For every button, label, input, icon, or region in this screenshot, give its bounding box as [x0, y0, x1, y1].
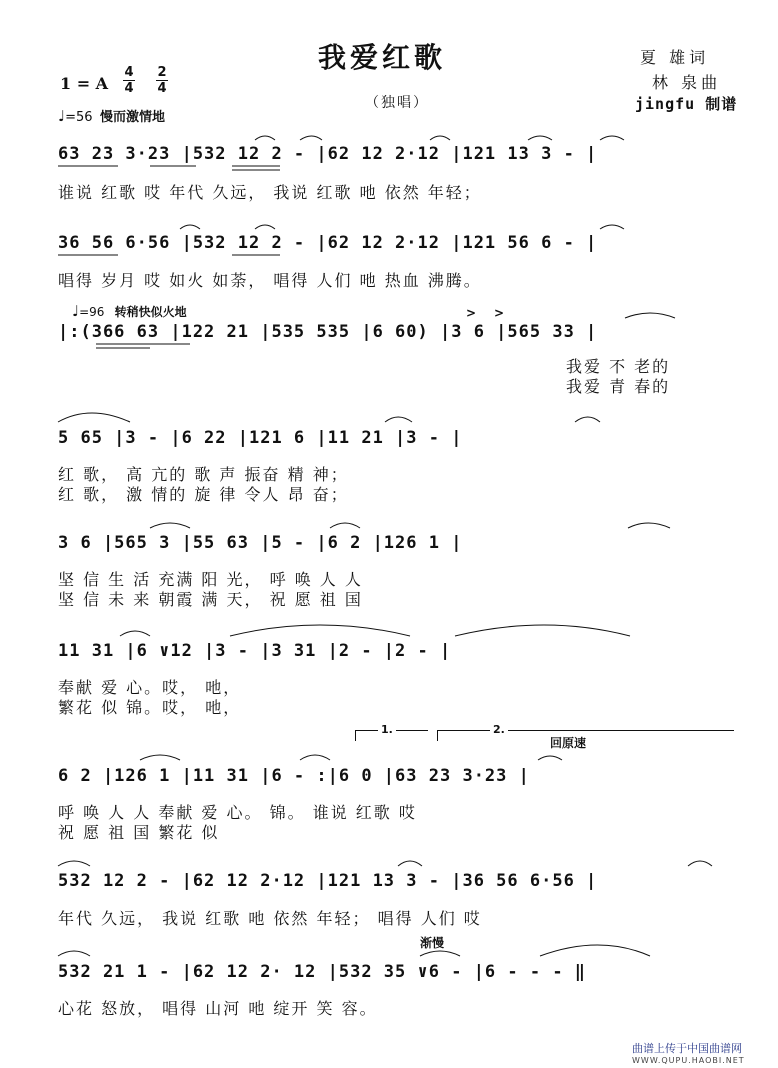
notation-row-8: 532 12 2 - |62 12 2·12 |121 13 3 - |36 56 6·56 | — [58, 871, 598, 891]
lyric-row-5b: 坚 信 未 来 朝霞 满 天， 祝 愿 祖 国 — [58, 590, 363, 609]
watermark: 曲谱上传于中国曲谱网 WWW.QUPU.HAOBI.NET — [632, 1042, 745, 1065]
ritardando-marking: 渐慢 — [420, 936, 445, 950]
lyric-row-6a: 奉献 爱 心。哎， 吔， — [58, 678, 242, 697]
song-title: 我爱红歌 — [318, 41, 447, 74]
lyric-row-6b: 繁花 似 锦。哎， 吔， — [58, 698, 242, 717]
lyric-row-5a: 坚 信 生 活 充满 阳 光， 呼 唤 人 人 — [58, 570, 363, 589]
notation-row-9: 532 21 1 - |62 12 2· 12 |532 35 ∨6 - |6 - - - ‖ — [58, 962, 587, 982]
lyric-row-4b: 红 歌， 激 情的 旋 律 令人 昂 奋； — [58, 485, 349, 504]
lyric-row-2: 唱得 岁月 哎 如火 如荼， 唱得 人们 吔 热血 沸腾。 — [58, 271, 482, 290]
lyric-row-3b: 我爱 青 春的 — [566, 377, 671, 396]
notation-row-4: 5 65 |3 - |6 22 |121 6 |11 21 |3 - | — [58, 428, 463, 448]
notation-row-1: 63 23 3·23 |532 12 2 - |62 12 2·12 |121 13 3 - | — [58, 144, 598, 164]
key-signature: 1 = A — [60, 74, 109, 93]
notation-row-6: 11 31 |6 ∨12 |3 - |3 31 |2 - |2 - | — [58, 641, 452, 661]
lyric-row-3a: 我爱 不 老的 — [566, 357, 671, 376]
tempo-marking-1: ♩=56 慢而激情地 — [58, 107, 166, 125]
performance-type: （独唱） — [365, 95, 429, 111]
notation-row-5: 3 6 |565 3 |55 63 |5 - |6 2 |126 1 | — [58, 533, 463, 553]
composer-credit: 林 泉曲 — [652, 73, 722, 92]
first-ending-bracket: 1. — [355, 730, 428, 741]
lyric-row-9: 心花 怒放， 唱得 山河 吔 绽开 笑 容。 — [58, 999, 378, 1018]
notation-row-3: |:(366 63 |122 21 |535 535 |6 60) |3 6 |565 33 | — [58, 322, 598, 342]
second-ending-bracket: 2. — [437, 730, 734, 741]
time-signature-2-4: 2 4 — [157, 65, 167, 96]
lyric-row-8: 年代 久远， 我说 红歌 吔 依然 年轻； 唱得 人们 哎 — [58, 909, 482, 928]
lyric-row-4a: 红 歌， 高 亢的 歌 声 振奋 精 神； — [58, 465, 349, 484]
lyric-row-7b: 祝 愿 祖 国 繁花 似 — [58, 823, 220, 842]
notation-row-2: 36 56 6·56 |532 12 2 - |62 12 2·12 |121 56 6 - | — [58, 233, 598, 253]
lyric-row-7a: 呼 唤 人 人 奉献 爱 心。 锦。 谁说 红歌 哎 — [58, 803, 417, 822]
time-signature-4-4: 4 4 — [124, 65, 134, 96]
quarter-note-icon: ♩ — [72, 302, 80, 320]
tempo-marking-2: ♩=96 转稍快似火地 — [72, 302, 187, 320]
notation-row-7: 6 2 |126 1 |11 31 |6 - :|6 0 |63 23 3·23 | — [58, 766, 530, 786]
accent-mark: > — [494, 306, 505, 320]
accent-mark: > — [466, 306, 477, 320]
quarter-note-icon: ♩ — [58, 107, 66, 125]
a-tempo-marking: 回原速 — [550, 736, 587, 750]
lyric-row-1: 谁说 红歌 哎 年代 久远， 我说 红歌 吔 依然 年轻； — [58, 183, 482, 202]
arranger-credit: jingfu 制谱 — [635, 95, 738, 113]
lyricist-credit: 夏 雄词 — [640, 48, 710, 67]
